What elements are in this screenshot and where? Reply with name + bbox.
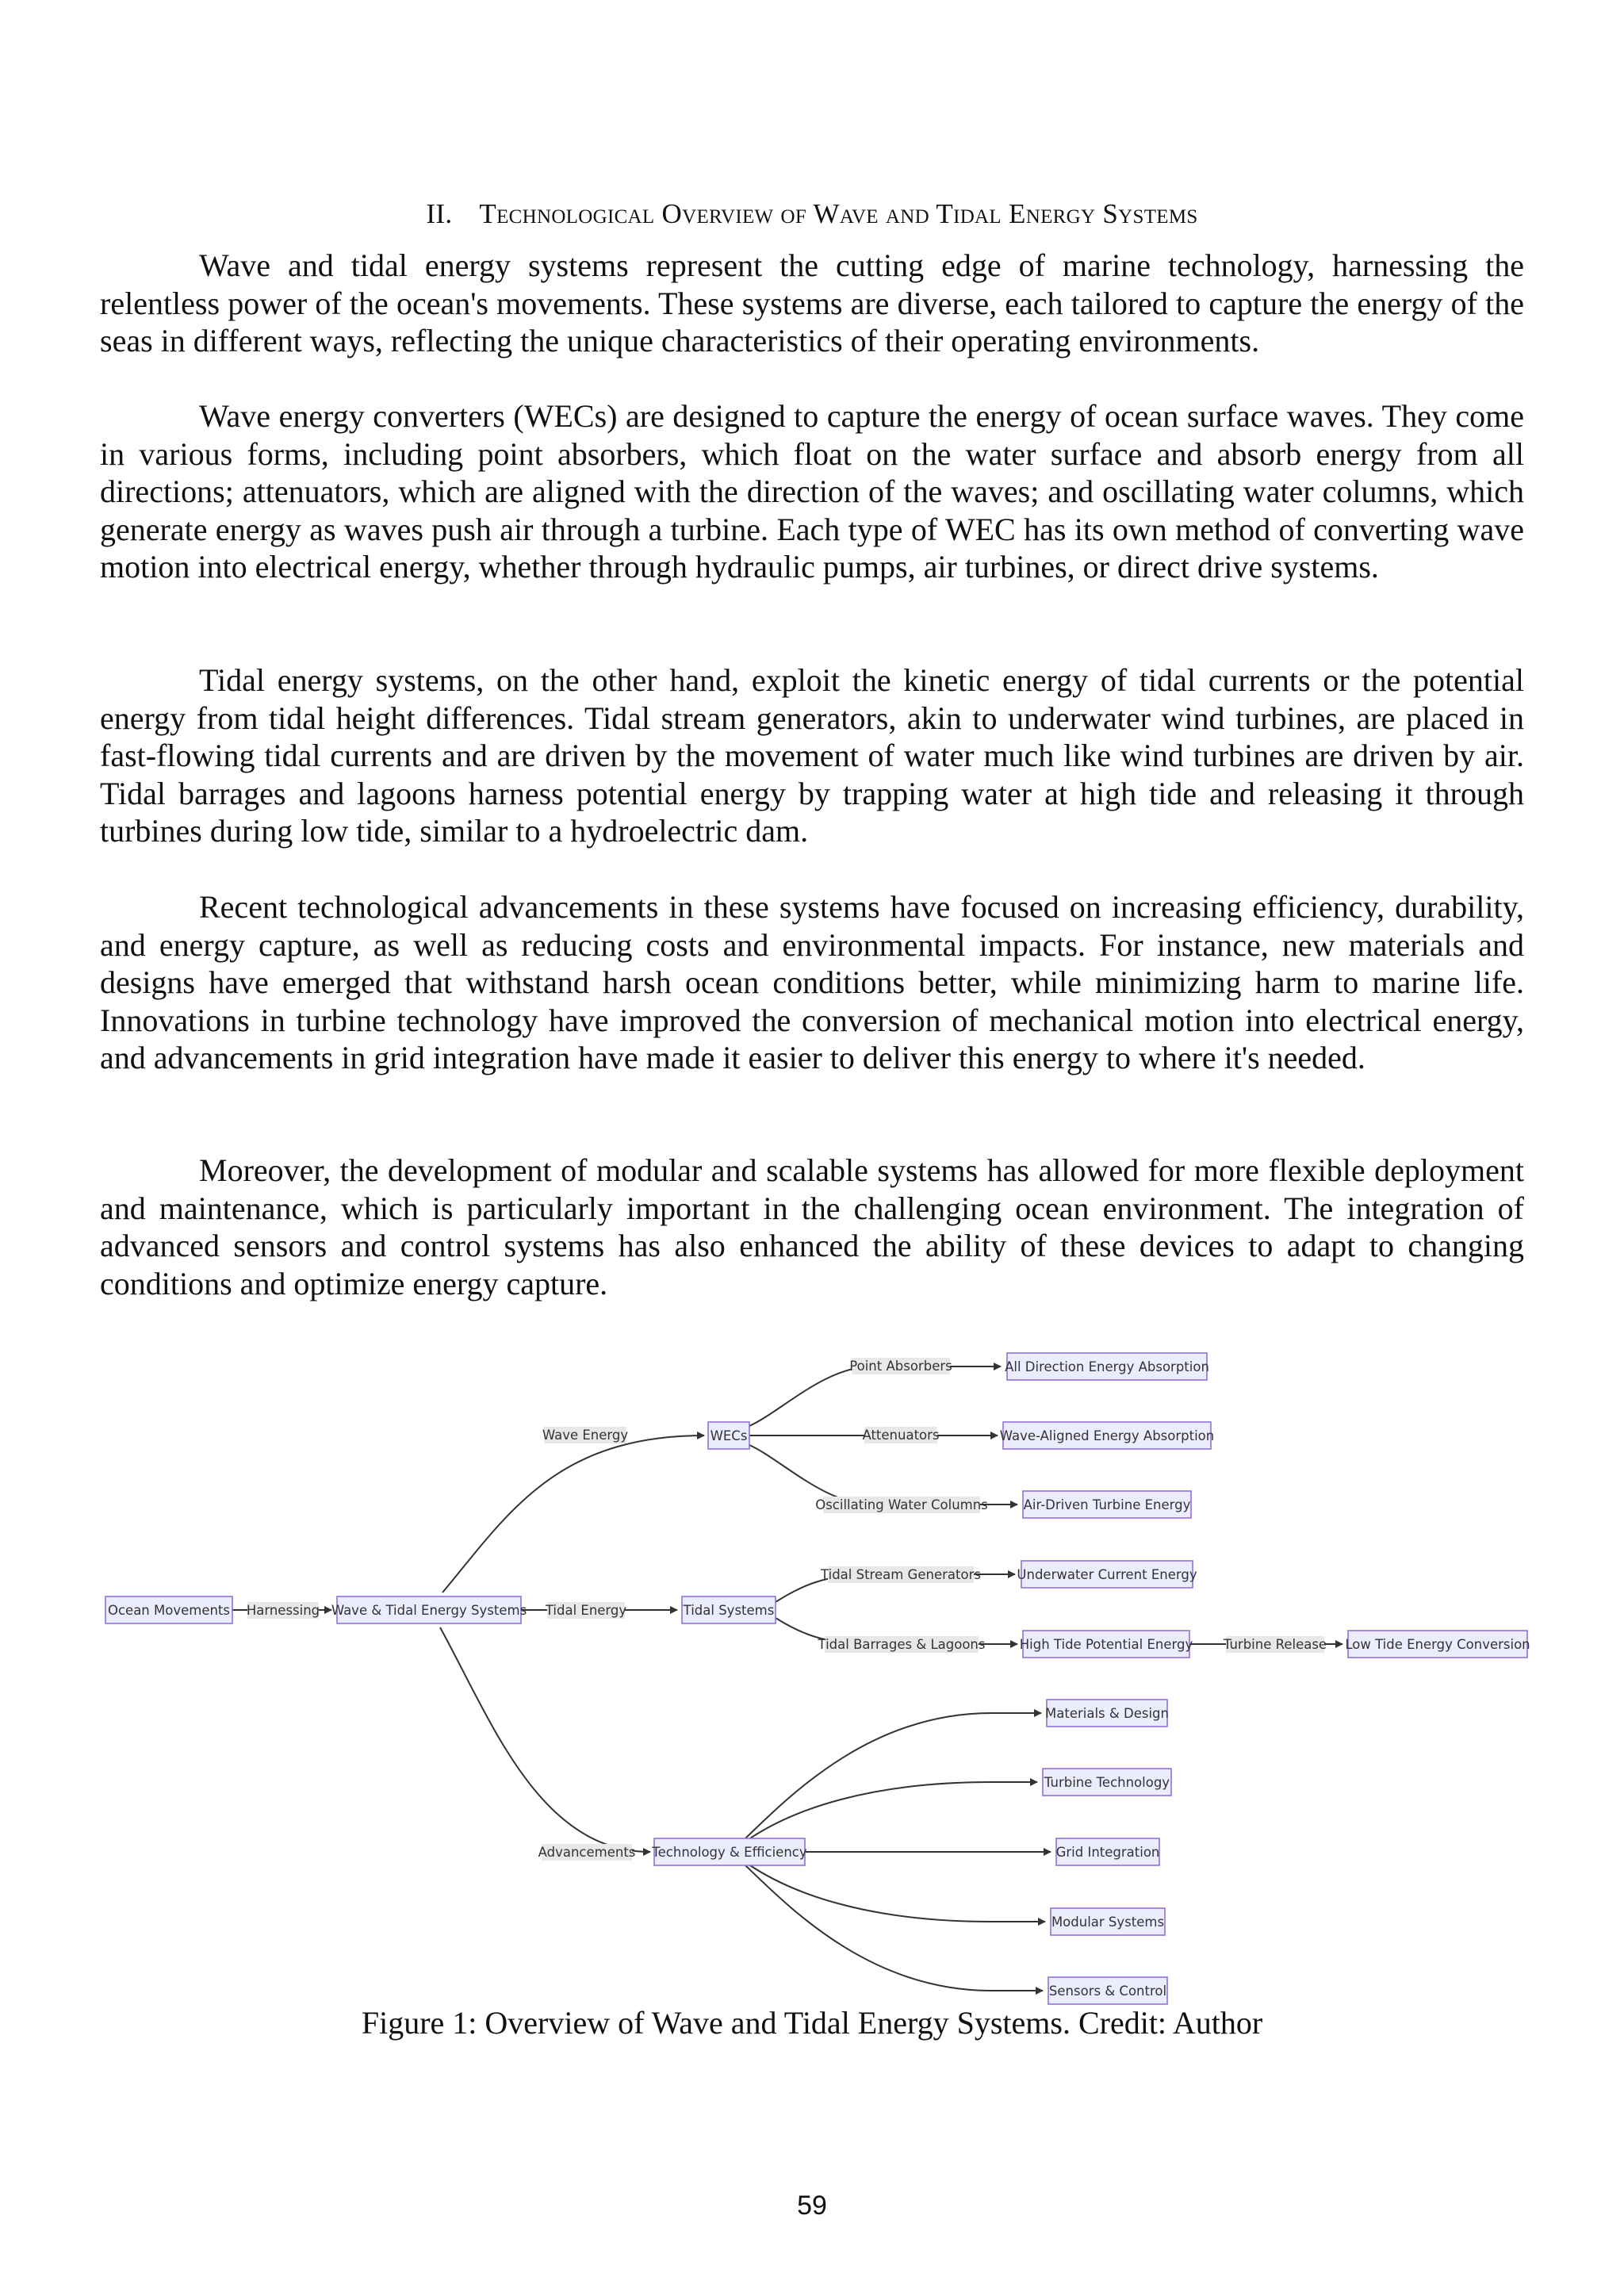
- page-number: 59: [797, 2191, 827, 2221]
- edge-label-point-absorbers: Point Absorbers: [849, 1359, 952, 1374]
- section-heading: [0, 198, 1624, 230]
- edge-label-advancements: Advancements: [538, 1845, 636, 1860]
- node-all-direction-energy: [1005, 1353, 1209, 1380]
- figure-caption: Figure 1: Overview of Wave and Tidal Energy Systems. Credit: Author: [361, 2005, 1263, 2041]
- svg-text:Grid Integration: Grid Integration: [1055, 1845, 1160, 1860]
- svg-text:Modular Systems: Modular Systems: [1051, 1915, 1165, 1930]
- svg-text:Turbine Technology: Turbine Technology: [1044, 1775, 1170, 1790]
- node-air-driven-turbine: [1023, 1491, 1191, 1518]
- node-turbine-technology: [1043, 1769, 1171, 1796]
- edge-turbine-tech: [745, 1782, 1037, 1842]
- node-tidal-systems: [682, 1596, 776, 1623]
- paragraph-advancements: Recent technological advancements in these systems have focused on increasing efficiency, durability, and energy capture, as well as reducing costs and environmental impacts. For instance, new materials and designs have emerged that withstand harsh ocean conditions better, while minimizing harm to marine life. Innovations in turbine technology have improved the conversion of mechanical motion into electrical energy, and advancements in grid integration have made it easier to deliver this energy to where it's needed.: [100, 889, 1524, 1075]
- svg-text:Sensors & Control: Sensors & Control: [1048, 1984, 1167, 1999]
- edge-label-tbl: Tidal Barrages & Lagoons: [818, 1637, 986, 1652]
- edge-label-turbine-release: Turbine Release: [1223, 1637, 1327, 1652]
- section-number: II.: [426, 198, 453, 229]
- node-grid-integration: [1056, 1838, 1160, 1865]
- paragraph-wave-converters: Wave energy converters (WECs) are designed to capture the energy of ocean surface waves. They come in various forms, including point absorbers, which float on the water surface and absorb energy from all directions; attenuators, which are aligned with the direction of the waves; and oscillating water columns, which generate energy as waves push air through a turbine. Each type of WEC has its own method of converting wave motion into electrical energy, whether through hydraulic pumps, air turbines, or direct drive systems.: [100, 398, 1524, 585]
- node-high-tide-potential: [1020, 1631, 1193, 1658]
- edge-label-tidal-energy: Tidal Energy: [545, 1603, 627, 1618]
- svg-text:All Direction Energy Absorptio: All Direction Energy Absorption: [1005, 1359, 1209, 1374]
- diagram-nodes: [105, 1353, 1530, 2004]
- edge-wave-energy: [442, 1435, 704, 1593]
- svg-text:High Tide Potential Energy: High Tide Potential Energy: [1019, 1637, 1193, 1652]
- node-technology-efficiency: [651, 1838, 806, 1865]
- node-low-tide-conversion: [1345, 1631, 1530, 1658]
- edge-point-absorbers: [749, 1366, 1001, 1426]
- flowchart: [0, 1324, 1624, 2014]
- figure-diagram: [0, 1324, 1624, 2014]
- section-title: Technological Overview of Wave and Tidal Energy Systems: [479, 198, 1198, 229]
- edge-advancements: [440, 1627, 650, 1852]
- svg-text:Materials & Design: Materials & Design: [1045, 1706, 1169, 1721]
- svg-text:Wave & Tidal Energy Systems: Wave & Tidal Energy Systems: [331, 1603, 527, 1618]
- node-materials-design: [1045, 1700, 1169, 1727]
- node-underwater-current: [1017, 1561, 1197, 1588]
- paragraph-tidal-systems: Tidal energy systems, on the other hand, exploit the kinetic energy of tidal currents or the potential energy from tidal height differences. Tidal stream generators, akin to underwater wind turbines, are placed in fast-flowing tidal currents and are driven by the movement of water much like wind turbines are driven by air. Tidal barrages and lagoons harness potential energy by trapping water at high tide and releasing it through turbines during low tide, similar to a hydroelectric dam.: [100, 662, 1524, 849]
- edge-materials: [745, 1713, 1041, 1838]
- edge-label-wave-energy: Wave Energy: [542, 1428, 629, 1443]
- svg-text:WECs: WECs: [710, 1428, 748, 1443]
- edge-modular: [745, 1862, 1045, 1922]
- svg-text:Technology & Efficiency: Technology & Efficiency: [652, 1845, 807, 1860]
- svg-text:Tidal Systems: Tidal Systems: [683, 1603, 775, 1618]
- paragraph-modular: Moreover, the development of modular and scalable systems has allowed for more flexible deployment and maintenance, which is particularly important in the challenging ocean environment. The integration of advanced sensors and control systems has also enhanced the ability of these devices to adapt to changing conditions and optimize energy capture.: [100, 1152, 1524, 1301]
- svg-text:Wave-Aligned Energy Absorption: Wave-Aligned Energy Absorption: [999, 1428, 1215, 1443]
- edge-sensors: [745, 1865, 1043, 1991]
- paragraph-intro: Wave and tidal energy systems represent the cutting edge of marine technology, harnessing the relentless power of the ocean's movements. These systems are diverse, each tailored to capture the energy of the seas in different ways, reflecting the unique characteristics of their operating environments.: [100, 247, 1524, 358]
- node-modular-systems: [1051, 1908, 1165, 1935]
- svg-text:Underwater Current Energy: Underwater Current Energy: [1017, 1567, 1197, 1582]
- edge-label-harnessing: Harnessing: [246, 1603, 320, 1618]
- edge-label-owc: Oscillating Water Columns: [815, 1497, 988, 1512]
- node-wave-tidal-systems: [331, 1596, 527, 1623]
- node-sensors-control: [1048, 1977, 1167, 2004]
- node-ocean-movements: [105, 1596, 232, 1623]
- edge-owc: [749, 1445, 1017, 1504]
- edge-label-tsg: Tidal Stream Generators: [821, 1567, 981, 1582]
- svg-text:Air-Driven Turbine Energy: Air-Driven Turbine Energy: [1023, 1497, 1191, 1512]
- svg-text:Ocean Movements: Ocean Movements: [107, 1603, 231, 1618]
- svg-text:Low Tide Energy Conversion: Low Tide Energy Conversion: [1345, 1637, 1530, 1652]
- edge-label-attenuators: Attenuators: [862, 1428, 940, 1443]
- node-wave-aligned-energy: [1000, 1422, 1214, 1449]
- node-wecs: [708, 1422, 749, 1449]
- diagram-edges: [232, 1366, 1342, 1991]
